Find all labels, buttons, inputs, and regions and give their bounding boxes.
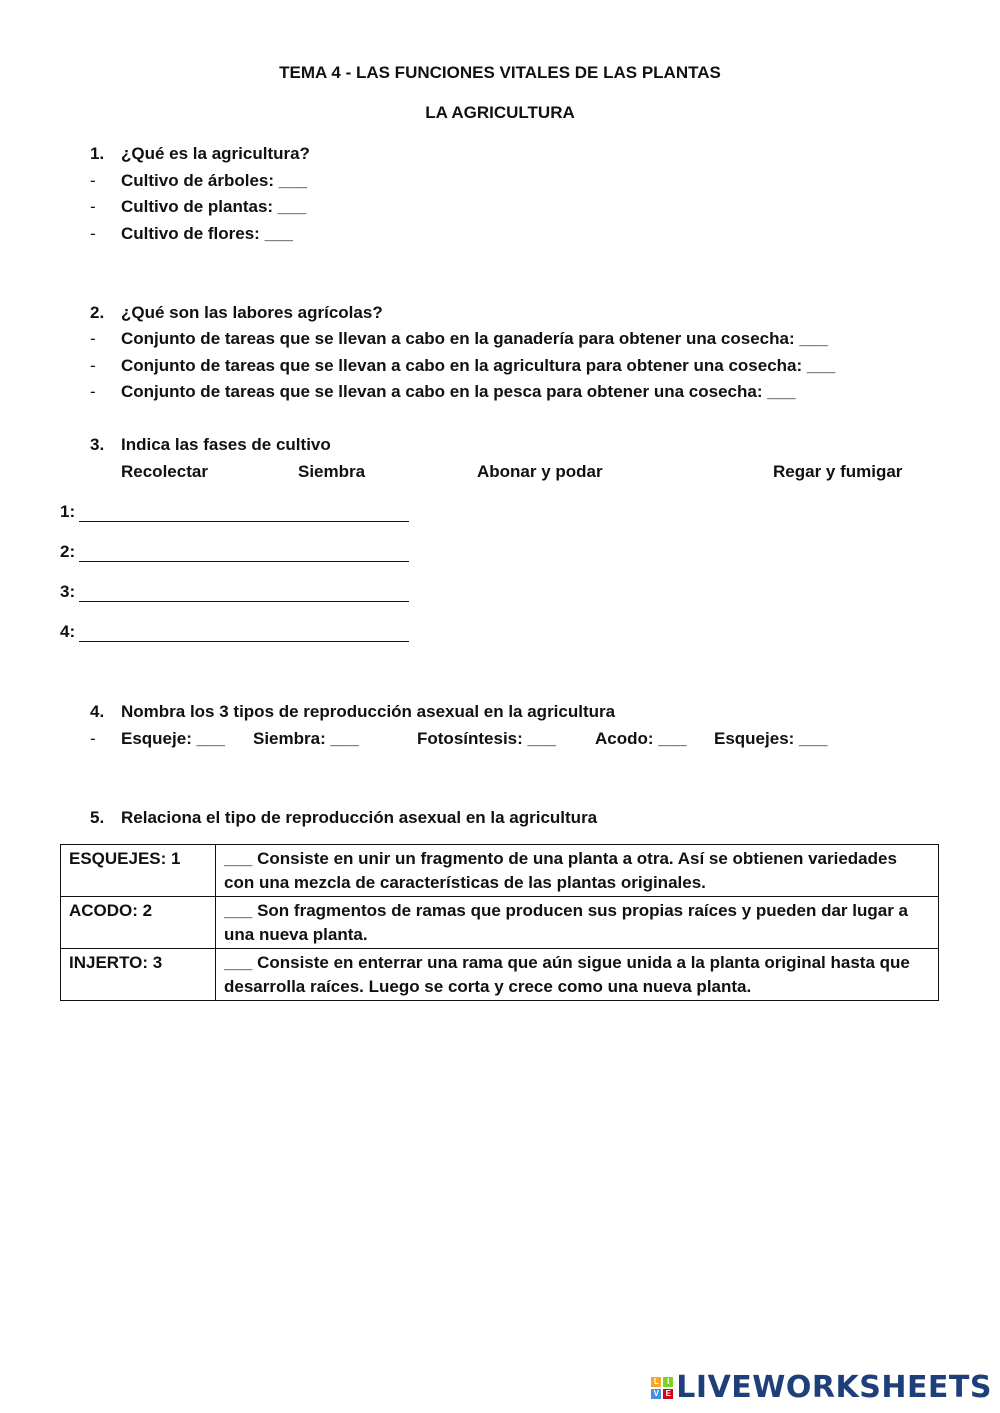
q1-dash: - <box>90 224 96 243</box>
answer-blank[interactable] <box>79 623 409 642</box>
table-key-cell: ESQUEJES: 1 <box>61 845 216 897</box>
logo-letter: E <box>663 1389 673 1399</box>
q3-word-siembra: Siembra <box>298 462 366 481</box>
table-row <box>61 897 939 949</box>
table-desc-cell[interactable]: ___ Consiste en unir un fragmento de una planta a otra. Así se obtienen variedades con una mezcla de características de las plantas originales. <box>216 845 939 897</box>
table-row <box>61 949 939 1001</box>
q3-answer-line-1[interactable] <box>60 502 409 522</box>
q3-line-label: 4: <box>60 622 76 641</box>
answer-blank[interactable] <box>79 583 409 602</box>
table-row <box>61 845 939 897</box>
q1-option-1[interactable]: Cultivo de árboles: ___ <box>121 171 308 190</box>
logo-letter: I <box>663 1377 673 1387</box>
q2-dash: - <box>90 329 96 348</box>
q3-word-abonar: Abonar y podar <box>477 462 603 481</box>
q3-answer-line-4[interactable] <box>60 622 409 642</box>
q3-number: 3. <box>90 435 105 454</box>
q4-question: Nombra los 3 tipos de reproducción asexual en la agricultura <box>121 702 616 721</box>
q4-number: 4. <box>90 702 105 721</box>
q3-line-label: 1: <box>60 502 76 521</box>
q4-option-siembra[interactable]: Siembra: ___ <box>253 729 359 748</box>
q2-option-2[interactable]: Conjunto de tareas que se llevan a cabo en la agricultura para obtener una cosecha: ___ <box>121 356 836 375</box>
table-key-cell: ACODO: 2 <box>61 897 216 949</box>
q4-option-esquejes[interactable]: Esquejes: ___ <box>714 729 828 748</box>
q1-number: 1. <box>90 144 105 163</box>
relation-table <box>60 844 939 1001</box>
q2-number: 2. <box>90 303 105 322</box>
q5-question: Relaciona el tipo de reproducción asexual en la agricultura <box>121 808 598 827</box>
logo-letter: L <box>651 1377 661 1387</box>
q4-option-acodo[interactable]: Acodo: ___ <box>595 729 687 748</box>
q2-option-3[interactable]: Conjunto de tareas que se llevan a cabo en la pesca para obtener una cosecha: ___ <box>121 382 796 401</box>
q3-line-label: 2: <box>60 542 76 561</box>
q1-option-2[interactable]: Cultivo de plantas: ___ <box>121 197 307 216</box>
page-subtitle: LA AGRICULTURA <box>425 103 575 122</box>
answer-blank[interactable] <box>79 503 409 522</box>
q2-dash: - <box>90 382 96 401</box>
liveworksheets-logo <box>651 1370 992 1405</box>
q3-question: Indica las fases de cultivo <box>121 435 331 454</box>
q5-number: 5. <box>90 808 105 827</box>
q3-answer-line-2[interactable] <box>60 542 409 562</box>
q2-question: ¿Qué son las labores agrícolas? <box>121 303 383 322</box>
q3-word-recolectar: Recolectar <box>121 462 208 481</box>
table-desc-cell[interactable]: ___ Son fragmentos de ramas que producen sus propias raíces y pueden dar lugar a una nueva planta. <box>216 897 939 949</box>
table-key-cell: INJERTO: 3 <box>61 949 216 1001</box>
q1-option-3[interactable]: Cultivo de flores: ___ <box>121 224 293 243</box>
q1-question: ¿Qué es la agricultura? <box>121 144 310 163</box>
q4-option-esqueje[interactable]: Esqueje: ___ <box>121 729 225 748</box>
q1-dash: - <box>90 171 96 190</box>
q2-option-1[interactable]: Conjunto de tareas que se llevan a cabo en la ganadería para obtener una cosecha: ___ <box>121 329 828 348</box>
answer-blank[interactable] <box>79 543 409 562</box>
q4-dash: - <box>90 729 96 748</box>
q4-option-fotosintesis[interactable]: Fotosíntesis: ___ <box>417 729 556 748</box>
q3-answer-line-3[interactable] <box>60 582 409 602</box>
q2-dash: - <box>90 356 96 375</box>
logo-mark-icon <box>651 1377 673 1399</box>
table-desc-cell[interactable]: ___ Consiste en enterrar una rama que aún sigue unida a la planta original hasta que desarrolla raíces. Luego se corta y crece como una nueva planta. <box>216 949 939 1001</box>
logo-letter: V <box>651 1389 661 1399</box>
logo-text: LIVEWORKSHEETS <box>676 1370 992 1405</box>
q3-line-label: 3: <box>60 582 76 601</box>
page-title: TEMA 4 - LAS FUNCIONES VITALES DE LAS PLANTAS <box>279 63 721 82</box>
q3-word-regar: Regar y fumigar <box>773 462 903 481</box>
q1-dash: - <box>90 197 96 216</box>
